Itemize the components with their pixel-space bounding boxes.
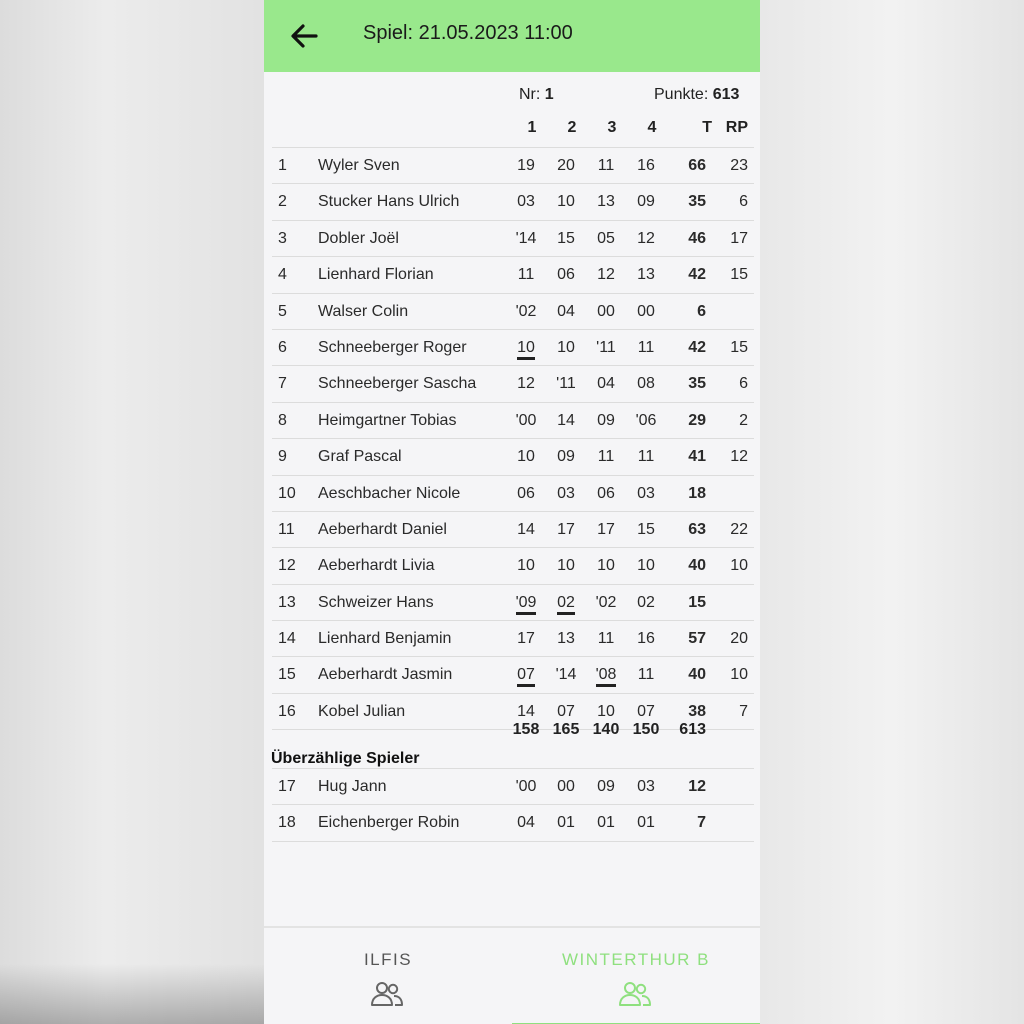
player-name: Heimgartner Tobias [318,411,457,429]
shot-1-score: 19 [517,157,535,174]
shot-4-score: 11 [637,666,655,684]
shot-1-score: 10 [517,448,535,466]
shot-4-score: 16 [637,630,655,648]
table-row [272,656,754,692]
player-total: 35 [688,193,706,211]
people-icon [369,980,405,1008]
row-number: 8 [278,411,287,429]
player-total: 57 [688,630,706,648]
column-header-3: 3 [607,119,617,136]
player-total: 42 [688,266,706,284]
marked-score: 02 [557,594,575,615]
table-row [272,511,754,547]
column-header-rp: RP [725,119,748,136]
player-name: Walser Colin [318,302,409,320]
total-shot-4: 150 [632,721,660,738]
bottom-navigation [264,926,760,1024]
table-row [272,293,754,329]
player-total: 12 [688,778,706,795]
shot-3-score: 09 [597,778,615,795]
row-number: 15 [278,666,296,684]
table-row [272,402,754,438]
shot-4-score: '06 [635,411,657,429]
player-rp: 15 [730,338,748,356]
player-name: Aeberhardt Daniel [318,520,447,538]
tab-ilfis[interactable] [264,928,512,1024]
shot-3-score [588,666,624,684]
shot-3-score: 11 [597,157,615,174]
shot-2-score: 14 [557,411,575,429]
shot-1-score: 14 [517,520,535,538]
shot-1-score [508,594,544,612]
shot-2-score: 17 [557,520,575,538]
player-total: 29 [688,411,706,429]
player-name: Aeberhardt Livia [318,557,435,575]
marked-score: 10 [517,339,535,360]
player-name: Lienhard Florian [318,266,434,284]
player-total: 40 [688,666,706,684]
table-row [272,438,754,474]
row-number: 18 [278,814,296,832]
player-total: 66 [688,157,706,174]
game-number [519,86,554,104]
player-rp: 12 [730,448,748,466]
points-total [654,86,739,104]
shot-3-score: 04 [597,375,615,393]
shot-4-score: 01 [637,814,655,832]
app-header [264,0,760,72]
player-rp: 17 [730,229,748,247]
shot-2-score [548,594,584,612]
shot-1-score: 04 [517,814,535,832]
player-total: 38 [688,702,706,720]
shot-2-score: '11 [556,375,576,393]
marked-score: '08 [596,666,617,687]
shot-3-score: 17 [597,520,615,538]
shot-2-score: 10 [557,338,575,356]
player-total: 63 [688,520,706,538]
extra-player-table [272,768,754,842]
shot-4-score: 07 [637,702,655,720]
row-number: 4 [278,266,287,284]
row-number: 16 [278,702,296,720]
shot-4-score: 10 [637,557,655,575]
shot-2-score: 09 [557,448,575,466]
shot-2-score: 03 [557,484,575,502]
shot-2-score: 00 [557,778,575,795]
shot-2-score: 07 [557,702,575,720]
player-name: Stucker Hans Ulrich [318,193,460,211]
shot-1-score [508,666,544,684]
player-total: 40 [688,557,706,575]
shot-2-score: '14 [555,666,577,684]
column-header-2: 2 [567,119,577,136]
shot-4-score: 12 [637,229,655,247]
shot-1-score: '14 [515,229,537,247]
shot-2-score: 10 [557,557,575,575]
page-title: Spiel: 21.05.2023 11:00 [363,22,573,44]
nr-value: 1 [544,86,554,103]
shot-4-score: 11 [637,448,655,466]
player-total: 7 [697,814,706,832]
player-name: Dobler Joël [318,229,399,247]
shot-4-score: 11 [637,338,655,356]
shot-1-score: 11 [517,266,535,284]
background-right [760,0,1024,1024]
shot-4-score: 03 [637,778,655,795]
total-shot-3: 140 [592,721,620,738]
shot-4-score: 00 [637,302,655,320]
player-name: Aeschbacher Nicole [318,484,461,502]
shot-2-score: 13 [557,630,575,648]
shot-1-score: '00 [515,778,537,795]
shot-1-score: 10 [517,557,535,575]
shot-1-score: 03 [517,193,535,211]
shot-1-score: 14 [517,702,535,720]
shot-4-score: 03 [637,484,655,502]
row-number: 6 [278,338,287,356]
points-label: Punkte: [654,86,709,103]
shot-2-score: 04 [557,302,575,320]
player-rp: 2 [739,411,748,429]
player-rp: 15 [730,266,748,284]
player-name: Hug Jann [318,778,387,795]
shot-1-score: 06 [517,484,535,502]
shot-3-score: 12 [597,266,615,284]
table-row [272,147,754,183]
row-number: 11 [278,520,295,538]
shot-1-score: 12 [517,375,535,393]
people-icon [617,980,653,1008]
tab-winterthur-b[interactable] [512,928,760,1024]
shot-3-score: 06 [597,484,615,502]
player-total: 15 [688,593,706,611]
row-number: 7 [278,375,287,393]
shot-3-score: 00 [597,302,615,320]
player-rp: 10 [730,666,748,684]
shot-2-score: 20 [557,157,575,174]
shot-3-score: 10 [597,702,615,720]
player-rp: 6 [739,193,748,211]
row-number: 10 [278,484,296,502]
table-row [272,475,754,511]
shot-4-score: 08 [637,375,655,393]
background-left [0,0,264,1024]
tab-label: ILFIS [363,950,413,969]
shot-3-score: 11 [597,448,615,466]
shot-4-score: 16 [637,157,655,174]
player-rp: 20 [730,630,748,648]
table-row [272,256,754,292]
shot-2-score: 01 [557,814,575,832]
shot-4-score: 09 [637,193,655,211]
table-row [272,584,754,620]
row-number: 2 [278,193,287,211]
player-name: Lienhard Benjamin [318,630,452,648]
shot-2-score: 06 [557,266,575,284]
player-name: Aeberhardt Jasmin [318,666,453,684]
shot-3-score: 11 [597,630,615,648]
player-name: Schneeberger Sascha [318,375,477,393]
shot-3-score: '02 [595,593,617,611]
table-row [272,329,754,365]
table-row [272,547,754,583]
player-table [272,147,754,730]
shot-3-score: 09 [597,411,615,429]
shot-1-score: '00 [515,411,537,429]
player-total: 18 [688,484,706,502]
column-header-1: 1 [527,119,537,136]
shot-4-score: 02 [637,593,655,611]
tab-label: WINTERTHUR B [561,950,710,969]
player-total: 35 [688,375,706,393]
player-total: 6 [697,302,706,320]
shot-2-score: 15 [557,229,575,247]
player-name: Schweizer Hans [318,593,434,611]
row-number: 5 [278,302,287,320]
shot-3-score: 05 [597,229,615,247]
shot-2-score: 10 [557,193,575,211]
table-row [272,183,754,219]
row-number: 12 [278,557,296,575]
shot-4-score: 13 [637,266,655,284]
shot-3-score: 01 [597,814,615,832]
shot-1-score: 17 [517,630,535,648]
column-header-4: 4 [647,119,657,136]
shot-3-score: 10 [597,557,615,575]
player-total: 42 [688,338,706,356]
total-shot-1: 158 [512,721,540,738]
nr-label: Nr: [519,86,541,103]
table-row [272,365,754,401]
shot-3-score: '11 [596,338,616,356]
points-value: 613 [712,86,740,103]
table-row [272,220,754,256]
table-row [272,804,754,841]
row-number: 1 [278,157,287,174]
marked-score: 07 [517,666,535,687]
player-name: Eichenberger Robin [318,814,460,832]
row-number: 13 [278,593,296,611]
player-rp: 7 [739,702,748,720]
total-shot-2: 165 [552,721,580,738]
arrow-left-icon[interactable] [286,18,322,54]
total-points: 613 [679,721,706,738]
column-header-total: T [702,119,712,136]
table-row [272,620,754,656]
marked-score: '09 [516,594,537,615]
shot-3-score: 13 [597,193,615,211]
phone-screen [264,0,760,1024]
row-number: 17 [278,778,296,795]
row-number: 3 [278,229,287,247]
player-rp: 22 [730,520,748,538]
player-rp: 23 [730,157,748,174]
extra-players-heading: Überzählige Spieler [271,750,420,767]
shot-1-score [508,339,544,357]
player-name: Graf Pascal [318,448,402,466]
shot-1-score: '02 [515,302,537,320]
player-rp: 10 [730,557,748,575]
player-total: 41 [688,448,706,466]
row-number: 14 [278,630,296,648]
table-row [272,768,754,804]
row-number: 9 [278,448,287,466]
player-rp: 6 [739,375,748,393]
player-total: 46 [688,229,706,247]
player-name: Kobel Julian [318,702,406,720]
player-name: Wyler Sven [318,157,400,174]
player-name: Schneeberger Roger [318,338,467,356]
shot-4-score: 15 [637,520,655,538]
